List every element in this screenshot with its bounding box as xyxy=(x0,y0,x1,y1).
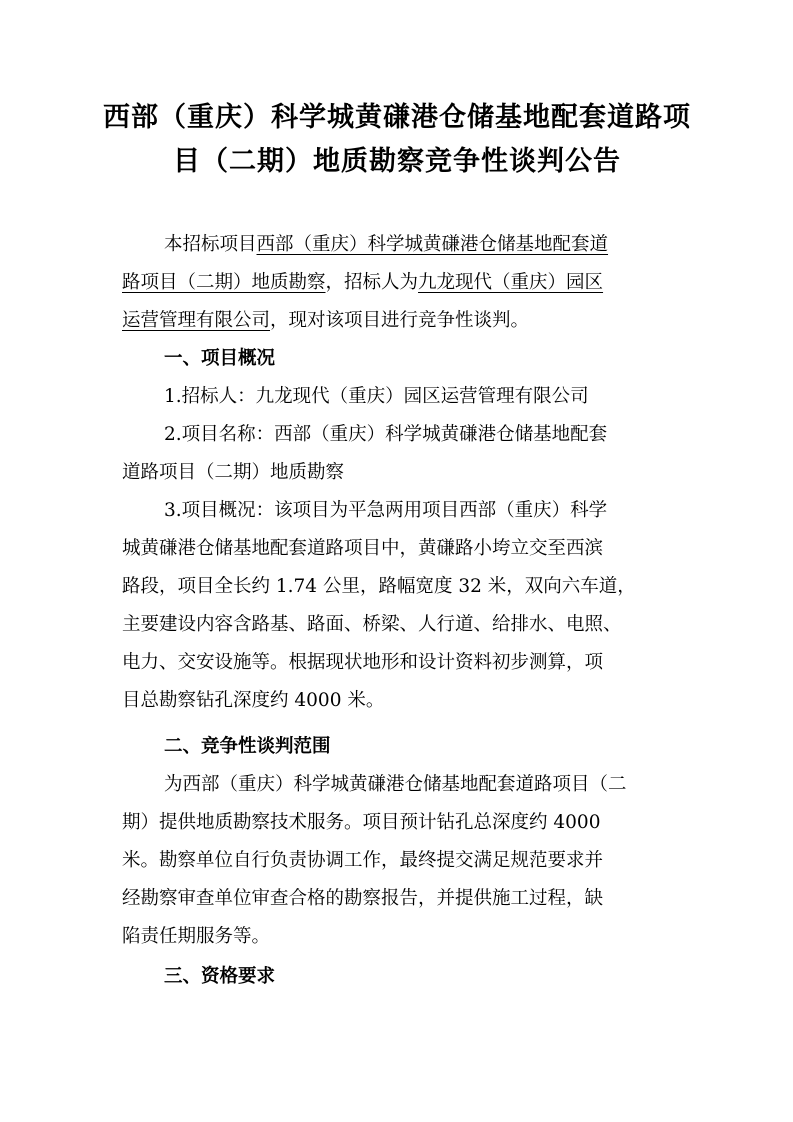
scope-line-5: 陷责任期服务等。 xyxy=(122,926,271,947)
intro-line-2 xyxy=(122,268,603,298)
item-3-line-3: 路段，项目全长约 1.74 公里，路幅宽度 32 米，双向六车道， xyxy=(122,576,636,597)
intro-mid: ，招标人为 xyxy=(325,272,419,293)
owner-name-underlined-cont: 运营管理有限公司 xyxy=(122,310,271,331)
scope-line-1: 为西部（重庆）科学城黄磏港仓储基地配套道路项目（二 xyxy=(164,774,627,795)
section-3-heading: 三、资格要求 xyxy=(164,966,276,987)
item-3-line-6: 目总勘察钻孔深度约 4000 米。 xyxy=(122,690,385,711)
intro-suffix: ，现对该项目进行竞争性谈判。 xyxy=(270,310,530,331)
item-3-line-1: 3.项目概况：该项目为平急两用项目西部（重庆）科学 xyxy=(164,500,608,521)
section-1-heading: 一、项目概况 xyxy=(164,348,276,369)
item-2-line-1: 2.项目名称：西部（重庆）科学城黄磏港仓储基地配套 xyxy=(164,424,608,445)
section-2-heading: 二、竞争性谈判范围 xyxy=(164,736,331,757)
intro-prefix: 本招标项目 xyxy=(164,234,257,255)
owner-name-underlined: 九龙现代（重庆）园区 xyxy=(418,272,604,293)
project-name-underlined-cont: 路项目（二期）地质勘察 xyxy=(122,272,326,293)
intro-line-3 xyxy=(122,306,529,336)
item-3-line-5: 电力、交安设施等。根据现状地形和设计资料初步测算，项 xyxy=(122,652,604,673)
item-1-owner: 1.招标人：九龙现代（重庆）园区运营管理有限公司 xyxy=(164,386,589,407)
scope-line-2: 期）提供地质勘察技术服务。项目预计钻孔总深度约 4000 xyxy=(122,812,601,833)
item-2-line-2: 道路项目（二期）地质勘察 xyxy=(122,462,345,483)
intro-line-1 xyxy=(164,230,608,260)
document-title-line-2: 目（二期）地质勘察竞争性谈判公告 xyxy=(173,146,621,177)
document-title-line-1: 西部（重庆）科学城黄磏港仓储基地配套道路项 xyxy=(103,102,691,133)
project-name-underlined: 西部（重庆）科学城黄磏港仓储基地配套道 xyxy=(256,234,609,255)
item-3-line-4: 主要建设内容含路基、路面、桥梁、人行道、给排水、电照、 xyxy=(122,614,622,635)
item-3-line-2: 城黄磏港仓储基地配套道路项目中，黄磏路小垮立交至西滨 xyxy=(122,538,604,559)
scope-line-4: 经勘察审查单位审查合格的勘察报告，并提供施工过程，缺 xyxy=(122,888,604,909)
scope-line-3: 米。勘察单位自行负责协调工作，最终提交满足规范要求并 xyxy=(122,850,604,871)
